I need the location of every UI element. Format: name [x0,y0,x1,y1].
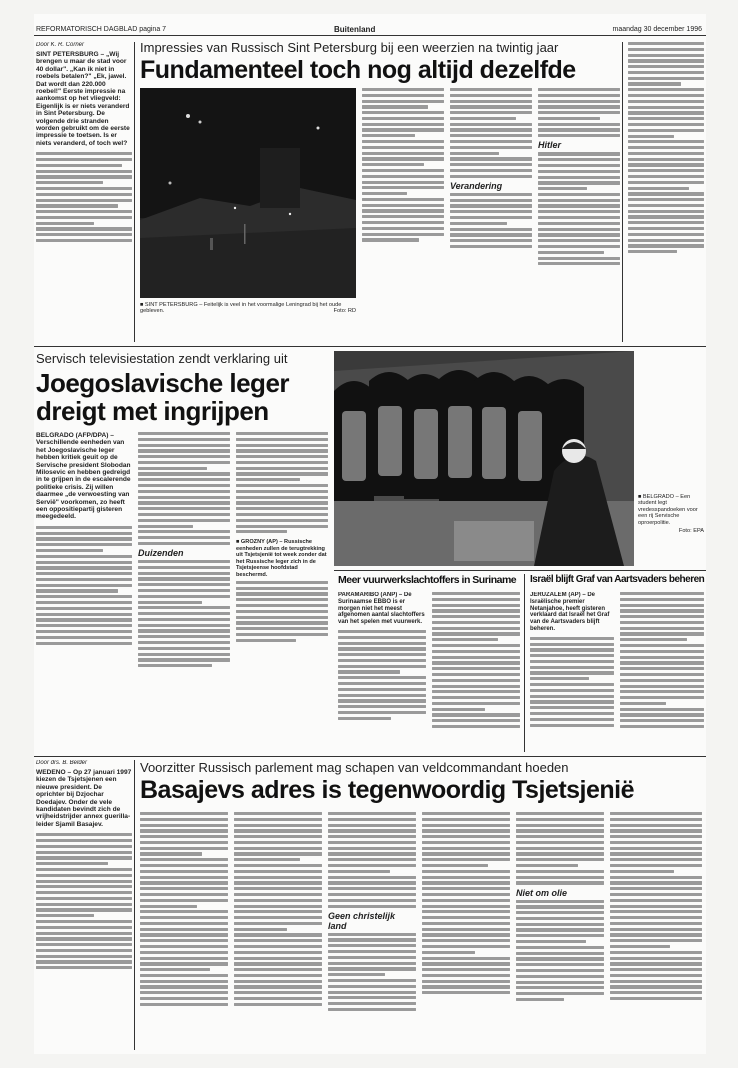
article5-column-7 [610,812,702,1050]
article3-lead: PARAMARIBO (ANP) – De Surinaamse EBBO is er morgen niet het meest afgenomen aantal slachtoffers van het spelen met vuurwerk. [338,592,425,626]
article1-lead-column [36,42,132,342]
article1-photo-credit: Foto: RD [333,308,356,315]
article2-lead-column [36,432,132,752]
article5-subhead-christelijk: Geen christelijk land [328,910,396,931]
article5-column-3 [234,812,322,1050]
article2-column-2 [138,432,230,752]
article5-headline: Basajevs adres is tegenwoordig Tsjetsjenië [140,776,635,804]
article4-column-1 [530,592,614,752]
article3-column-1 [338,592,426,752]
article4-headline: Israël blijft Graf van Aartsvaders beheren [530,574,705,585]
article1-column-3 [362,88,444,338]
article2-photo-credit: Foto: EPA [678,528,704,535]
article2-grozny-item: ■ GROZNY (AP) – Russische eenheden zullen de terugtrekking uit Tsjetsjenië tot week zonder dat het Russische leger zich in de Tsjetsjeense hoofdstad beschermd. [236,539,327,578]
article1-column-6 [628,42,704,342]
article1-headline: Fundamenteel toch nog altijd dezelfde [140,56,576,84]
article2-caption-text: ■ BELGRADO – Een student legt vredesspandoeken voor een rij Servische oproerpolitie. [638,494,698,526]
article1-photo [140,88,356,298]
page-header [34,22,706,36]
article1-byline: Door K. R. Corner [36,42,85,48]
article5-column-6 [516,812,604,1050]
article2-lead: BELGRADO (AFP/DPA) – Verschillende eenheden van het Joegoslavische leger hebben kritiek geuit op de Servische president Slobodan Milosevic en hebben gedreigd in te grijpen in de escalerende politieke crisis. Zij willen daarmee „de verwoesting van Servië" voorkomen, zo heeft een oppositiepartij gisteren meegedeeld. [36,432,131,521]
article5-kicker: Voorzitter Russisch parlement mag schapen van veldcommandant hoeden [140,760,569,775]
article5-byline: Door drs. B. Belder [36,760,88,766]
article1-column-5 [538,88,620,338]
article2-headline-line1: Joegoslavische leger [36,368,290,398]
article1-caption-text: ■ SINT PETERSBURG – Feitelijk is veel in het voormalige Leningrad bij het oude gebleven. [140,302,342,315]
article5-column-4 [328,812,416,1050]
article1-column-4 [450,88,532,338]
article2-photo-caption [638,494,704,534]
article5-lead: WEDENO – Op 27 januari 1997 kiezen de Tsjetsjenen een nieuwe president. De oprichter bij Dzjochar Doedajev. Onder de vele kandidaten bevindt zich de vrijheidstrijder annex guerilla-leider Sjamil Basajev. [36,769,132,828]
issue-date: maandag 30 december 1996 [612,26,702,33]
article2-headline [36,369,356,425]
article4-column-2 [620,592,704,752]
article1-lead: SINT PETERSBURG – „Wij brengen u maar de stad voor 40 dollar". „Kan ik niet in roebels betalen?" „Ek, jawel. Dat wordt dan 220.000 roebel!" Eerste impressie na aankomst op het vliegveld: Eigenlijk is er niets veranderd in Sint Petersburg. De volgende drie stranden worden gebruikt om de eerste impressie te toetsen. Is er niets veranderd, of toch wel? [36,51,130,147]
article2-subhead-duizenden: Duizenden [138,548,184,559]
section-title: Buitenland [334,25,376,34]
article2-headline-line2: dreigt met ingrijpen [36,396,269,426]
article5-column-5 [422,812,510,1050]
article1-body-text [36,152,132,242]
article1-subhead-verandering: Verandering [450,180,503,191]
article3-headline: Meer vuurwerkslachtoffers in Suriname [338,574,517,586]
article1-photo-caption [140,302,356,315]
article2-column-3 [236,432,328,752]
paper-name: REFORMATORISCH DAGBLAD pagina 7 [36,26,167,33]
article2-photo [334,351,634,566]
article5-subhead-olie: Niet om olie [516,887,568,898]
article4-lead: JERUZALEM (AP) – De Israëlische premier Netanjahoe, heeft gisteren verklaard dat Israël het Graf van de Aartsvaders blijft beheren. [530,592,610,632]
article5-column-2 [140,812,228,1050]
article1-subhead-hitler: Hitler [538,140,562,151]
article5-lead-column [36,760,132,1050]
article1-kicker: Impressies van Russisch Sint Petersburg bij een weerzien na twintig jaar [140,40,559,55]
article2-kicker: Servisch televisiestation zendt verklaring uit [36,351,288,366]
newspaper-page [34,14,706,1054]
article3-column-2 [432,592,520,752]
